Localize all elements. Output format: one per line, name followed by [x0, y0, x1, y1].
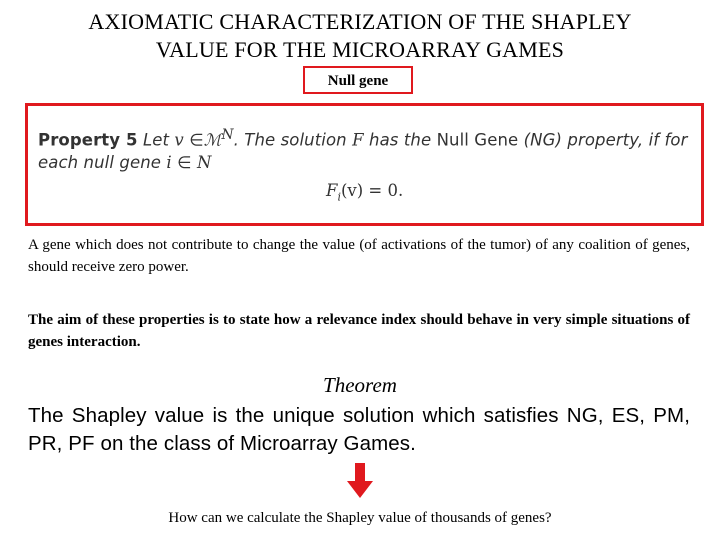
- property-let: Let: [142, 130, 170, 150]
- arrow-down-icon: [347, 463, 373, 499]
- property-set-m: ℳ: [203, 130, 222, 150]
- property-element-of: ∈: [189, 130, 204, 150]
- slide-title-line-2: VALUE FOR THE MICROARRAY GAMES: [155, 37, 565, 62]
- property-statement: [38, 124, 693, 174]
- formula-rest: (v) = 0.: [340, 181, 404, 200]
- property-set-m-sup: N: [221, 127, 234, 143]
- formula-f: F: [326, 181, 338, 200]
- property-has-the: has the: [369, 130, 432, 150]
- aim-paragraph: The aim of these properties is to state how a relevance index should behave in very simple situations of genes interaction.: [28, 312, 690, 350]
- property-label: Property 5: [38, 130, 138, 150]
- closing-question: How can we calculate the Shapley value of thousands of genes?: [168, 510, 552, 526]
- property-var-i: i: [166, 152, 172, 172]
- property-definition-box: [25, 103, 704, 226]
- property-var-f: F: [352, 130, 364, 150]
- slide-title-line-1: AXIOMATIC CHARACTERIZATION OF THE SHAPLEY: [88, 9, 632, 34]
- null-gene-tag: [303, 66, 413, 94]
- property-name: Null Gene: [436, 130, 519, 150]
- property-abbrev: (NG) property, if for: [523, 130, 688, 150]
- formula-sub: i: [337, 190, 341, 204]
- property-set-n: N: [196, 152, 212, 172]
- property-line-2: each null gene: [38, 152, 161, 172]
- property-solution-text: . The solution: [233, 130, 347, 150]
- theorem-body: The Shapley value is the unique solution which satisfies NG, ES, PM, PR, PF on the class of Microarray Games.: [28, 404, 690, 455]
- property-element-of-2: ∈: [177, 152, 192, 172]
- slide-title: [0, 8, 720, 64]
- theorem-heading: Theorem: [323, 373, 397, 397]
- property-formula: [326, 181, 403, 203]
- null-gene-tag-label: Null gene: [327, 73, 389, 89]
- definition-paragraph: A gene which does not contribute to change the value (of activations of the tumor) of any coalition of genes, should receive zero power.: [28, 237, 690, 275]
- property-var-v: v: [174, 130, 184, 150]
